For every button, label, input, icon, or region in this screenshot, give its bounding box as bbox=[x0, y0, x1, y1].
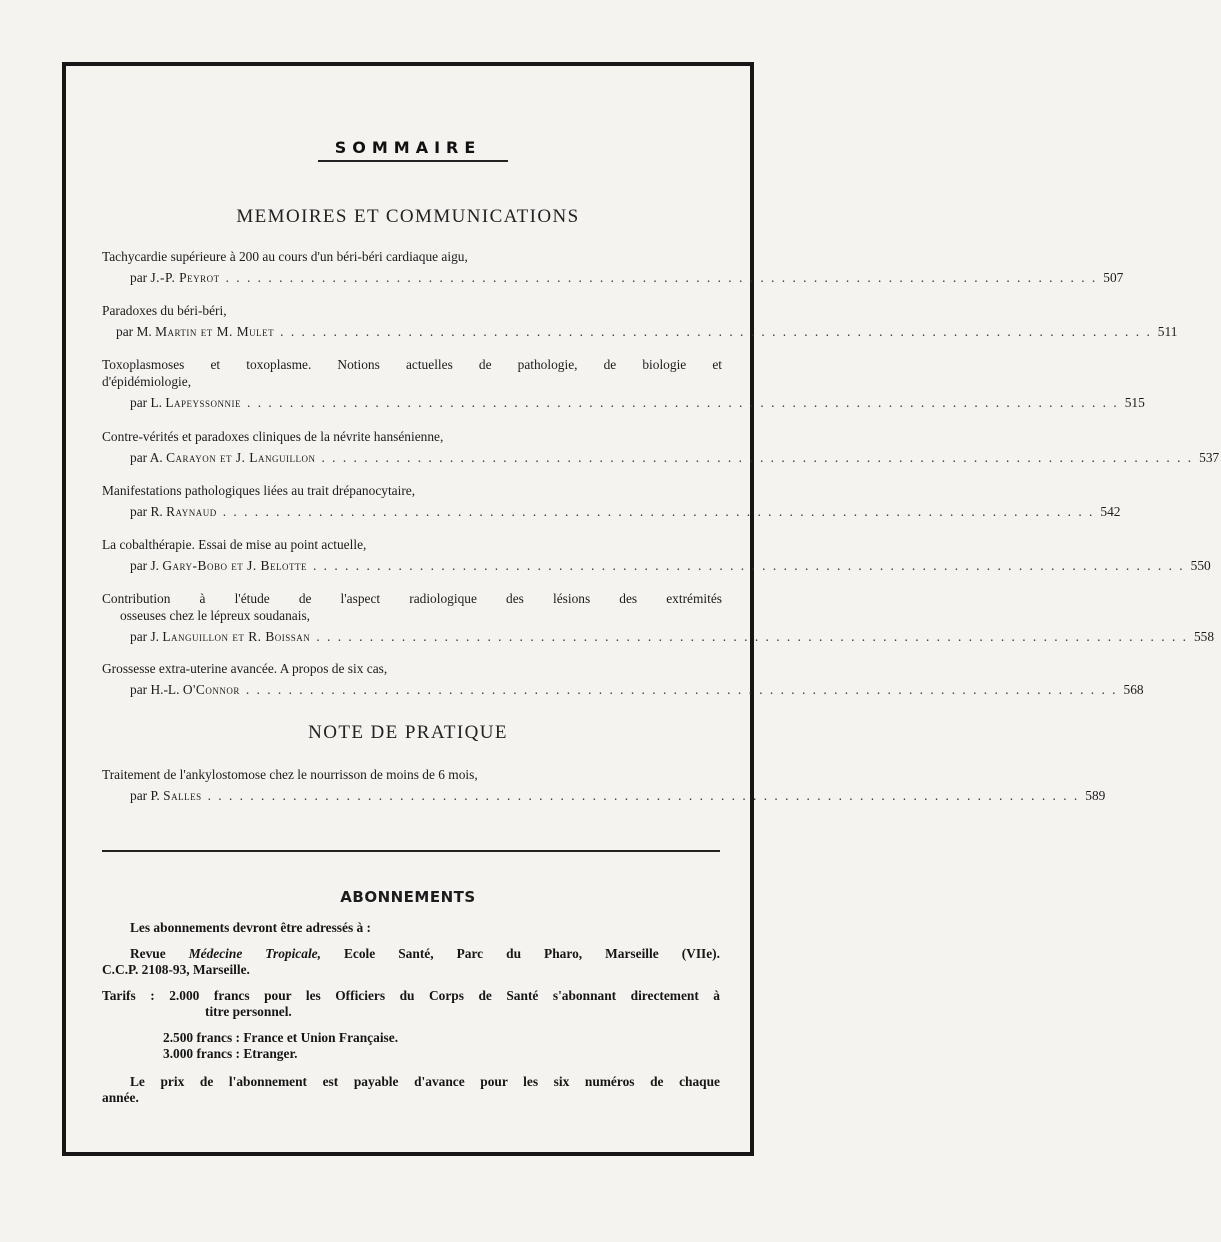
entry-byline bbox=[102, 503, 1121, 520]
entry-title-cont: d'épidémiologie, bbox=[102, 374, 192, 389]
address-line2: C.C.P. 2108-93, Marseille. bbox=[102, 962, 250, 977]
entry-page: 511 bbox=[1157, 324, 1178, 339]
entry-page: 589 bbox=[1085, 788, 1106, 803]
entry-title: Traitement de l'ankylostomose chez le nourrisson de moins de 6 mois, bbox=[102, 767, 478, 782]
section-divider bbox=[102, 850, 720, 852]
section-title-memoires: MEMOIRES ET COMMUNICATIONS bbox=[236, 206, 580, 227]
entry-title: Tachycardie supérieure à 200 au cours d'un béri-béri cardiaque aigu, bbox=[102, 249, 468, 264]
entry-byline bbox=[102, 557, 1211, 574]
entry-by: par H.-L. bbox=[130, 682, 180, 697]
entry-title: La cobalthérapie. Essai de mise au point actuelle, bbox=[102, 537, 367, 552]
entry-by: par R. bbox=[130, 504, 163, 519]
tarifs-label: Tarifs bbox=[102, 988, 136, 1003]
toc-entry[interactable] bbox=[102, 428, 1220, 466]
dot-leader: . . . . . . . . . . . . . . . . . . . . . . . . . . . . . . . . . . . . . . . . . . . . . . . . . . . . . . . . . . . . . . . . . . . . . . . . . . . . . . . . . . bbox=[207, 788, 1080, 803]
entry-byline bbox=[102, 269, 1124, 286]
entry-authors: Languillon et R. Boissan bbox=[162, 629, 311, 644]
entry-page: 515 bbox=[1124, 395, 1145, 410]
entry-authors: Raynaud bbox=[166, 504, 217, 519]
address-line1 bbox=[102, 946, 720, 962]
entry-title: Paradoxes du béri-béri, bbox=[102, 303, 227, 318]
entry-authors: J.-P. Peyrot bbox=[150, 270, 220, 285]
entry-title-cont: osseuses chez le lépreux soudanais, bbox=[120, 608, 311, 623]
toc-entry[interactable] bbox=[102, 356, 1145, 411]
entry-byline bbox=[102, 681, 1144, 698]
dot-leader: . . . . . . . . . . . . . . . . . . . . . . . . . . . . . . . . . . . . . . . . . . . . . . . . . . . . . . . . . . . . . . . . . . . . . . . . . . . . . . . . . . bbox=[280, 324, 1152, 339]
dot-leader: . . . . . . . . . . . . . . . . . . . . . . . . . . . . . . . . . . . . . . . . . . . . . . . . . . . . . . . . . . . . . . . . . . . . . . . . . . . . . . . . . . bbox=[316, 629, 1188, 644]
page-frame bbox=[62, 62, 1220, 1156]
dot-leader: . . . . . . . . . . . . . . . . . . . . . . . . . . . . . . . . . . . . . . . . . . . . . . . . . . . . . . . . . . . . . . . . . . . . . . . . . . . . . . . . . . bbox=[222, 504, 1095, 519]
note-line2: année. bbox=[102, 1090, 139, 1105]
entry-page: 542 bbox=[1100, 504, 1121, 519]
entry-page: 550 bbox=[1190, 558, 1211, 573]
toc-entry[interactable] bbox=[102, 766, 1106, 804]
address-rest: Ecole Santé, Parc du Pharo, Marseille (VIIe). bbox=[343, 946, 720, 961]
entry-title: Contribution à l'étude de l'aspect radiologique des lésions des extrémités bbox=[102, 591, 722, 606]
entry-authors: Martin et M. Mulet bbox=[155, 324, 275, 339]
intro-text: Les abonnements devront être adressés à : bbox=[130, 920, 372, 935]
abonnements-heading: ABONNEMENTS bbox=[340, 888, 476, 906]
entry-by: par J. bbox=[130, 629, 160, 644]
entry-page: 558 bbox=[1193, 629, 1215, 644]
entry-authors: O'Connor bbox=[182, 682, 240, 697]
tarif-officiers-line1 bbox=[102, 988, 720, 1004]
entry-page: 568 bbox=[1123, 682, 1144, 697]
entry-byline bbox=[102, 394, 1145, 411]
entry-page: 507 bbox=[1103, 270, 1124, 285]
tarif-france: 2.500 francs : France et Union Française. bbox=[163, 1030, 399, 1045]
dot-leader: . . . . . . . . . . . . . . . . . . . . . . . . . . . . . . . . . . . . . . . . . . . . . . . . . . . . . . . . . . . . . . . . . . . . . . . . . . . . . . . . . . bbox=[247, 395, 1119, 410]
entry-authors: Lapeyssonnie bbox=[165, 395, 242, 410]
sommaire-underline bbox=[318, 160, 508, 162]
toc-entry[interactable] bbox=[102, 660, 1144, 698]
entry-authors: Carayon et J. Languillon bbox=[166, 450, 316, 465]
address-prefix: Revue bbox=[130, 946, 166, 961]
dot-leader: . . . . . . . . . . . . . . . . . . . . . . . . . . . . . . . . . . . . . . . . . . . . . . . . . . . . . . . . . . . . . . . . . . . . . . . . . . . . . . . . . . bbox=[321, 450, 1194, 465]
entry-by: par A. bbox=[130, 450, 163, 465]
abonnements-note bbox=[102, 1074, 720, 1106]
entry-page: 537 bbox=[1199, 450, 1220, 465]
toc-entry[interactable] bbox=[102, 248, 1124, 286]
section-title-note-pratique: NOTE DE PRATIQUE bbox=[308, 722, 508, 743]
entry-authors: Salles bbox=[163, 788, 202, 803]
abonnements-address bbox=[102, 946, 720, 978]
toc-entry[interactable] bbox=[102, 302, 1178, 340]
entry-by: par M. bbox=[116, 324, 152, 339]
abonnements-intro bbox=[102, 920, 720, 936]
entry-by: par L. bbox=[130, 395, 162, 410]
entry-byline bbox=[102, 628, 1215, 645]
entry-title: Contre-vérités et paradoxes cliniques de la névrite hansénienne, bbox=[102, 429, 444, 444]
entry-title: Toxoplasmoses et toxoplasme. Notions actuelles de pathologie, de biologie et bbox=[102, 357, 722, 372]
tarif-officiers-text: : 2.000 francs pour les Officiers du Corps de Santé s'abonnant directement à bbox=[150, 988, 720, 1003]
abonnements-prices bbox=[102, 1030, 720, 1062]
toc-entry[interactable] bbox=[102, 536, 1211, 574]
entry-byline bbox=[102, 787, 1106, 804]
entry-authors: Gary-Bobo et J. Belotte bbox=[162, 558, 307, 573]
dot-leader: . . . . . . . . . . . . . . . . . . . . . . . . . . . . . . . . . . . . . . . . . . . . . . . . . . . . . . . . . . . . . . . . . . . . . . . . . . . . . . . . . . bbox=[225, 270, 1098, 285]
entry-title: Grossesse extra-uterine avancée. A propos de six cas, bbox=[102, 661, 388, 676]
entry-by: par P. bbox=[130, 788, 160, 803]
entry-byline bbox=[102, 323, 1178, 340]
dot-leader: . . . . . . . . . . . . . . . . . . . . . . . . . . . . . . . . . . . . . . . . . . . . . . . . . . . . . . . . . . . . . . . . . . . . . . . . . . . . . . . . . . bbox=[312, 558, 1185, 573]
entry-byline bbox=[102, 449, 1220, 466]
entry-by: par J. bbox=[130, 558, 160, 573]
note-line1: Le prix de l'abonnement est payable d'avance pour les six numéros de chaque bbox=[130, 1074, 720, 1089]
entry-by: par bbox=[130, 270, 148, 285]
tarif-etranger: 3.000 francs : Etranger. bbox=[163, 1046, 298, 1061]
dot-leader: . . . . . . . . . . . . . . . . . . . . . . . . . . . . . . . . . . . . . . . . . . . . . . . . . . . . . . . . . . . . . . . . . . . . . . . . . . . . . . . . . . bbox=[245, 682, 1118, 697]
sommaire-heading: SOMMAIRE bbox=[334, 138, 482, 157]
toc-entry[interactable] bbox=[102, 482, 1121, 520]
entry-title: Manifestations pathologiques liées au trait drépanocytaire, bbox=[102, 483, 416, 498]
tarif-officiers-line2: titre personnel. bbox=[205, 1004, 292, 1019]
abonnements-tarifs bbox=[102, 988, 720, 1020]
journal-name: Médecine Tropicale, bbox=[188, 946, 321, 961]
toc-entry[interactable] bbox=[102, 590, 1215, 645]
